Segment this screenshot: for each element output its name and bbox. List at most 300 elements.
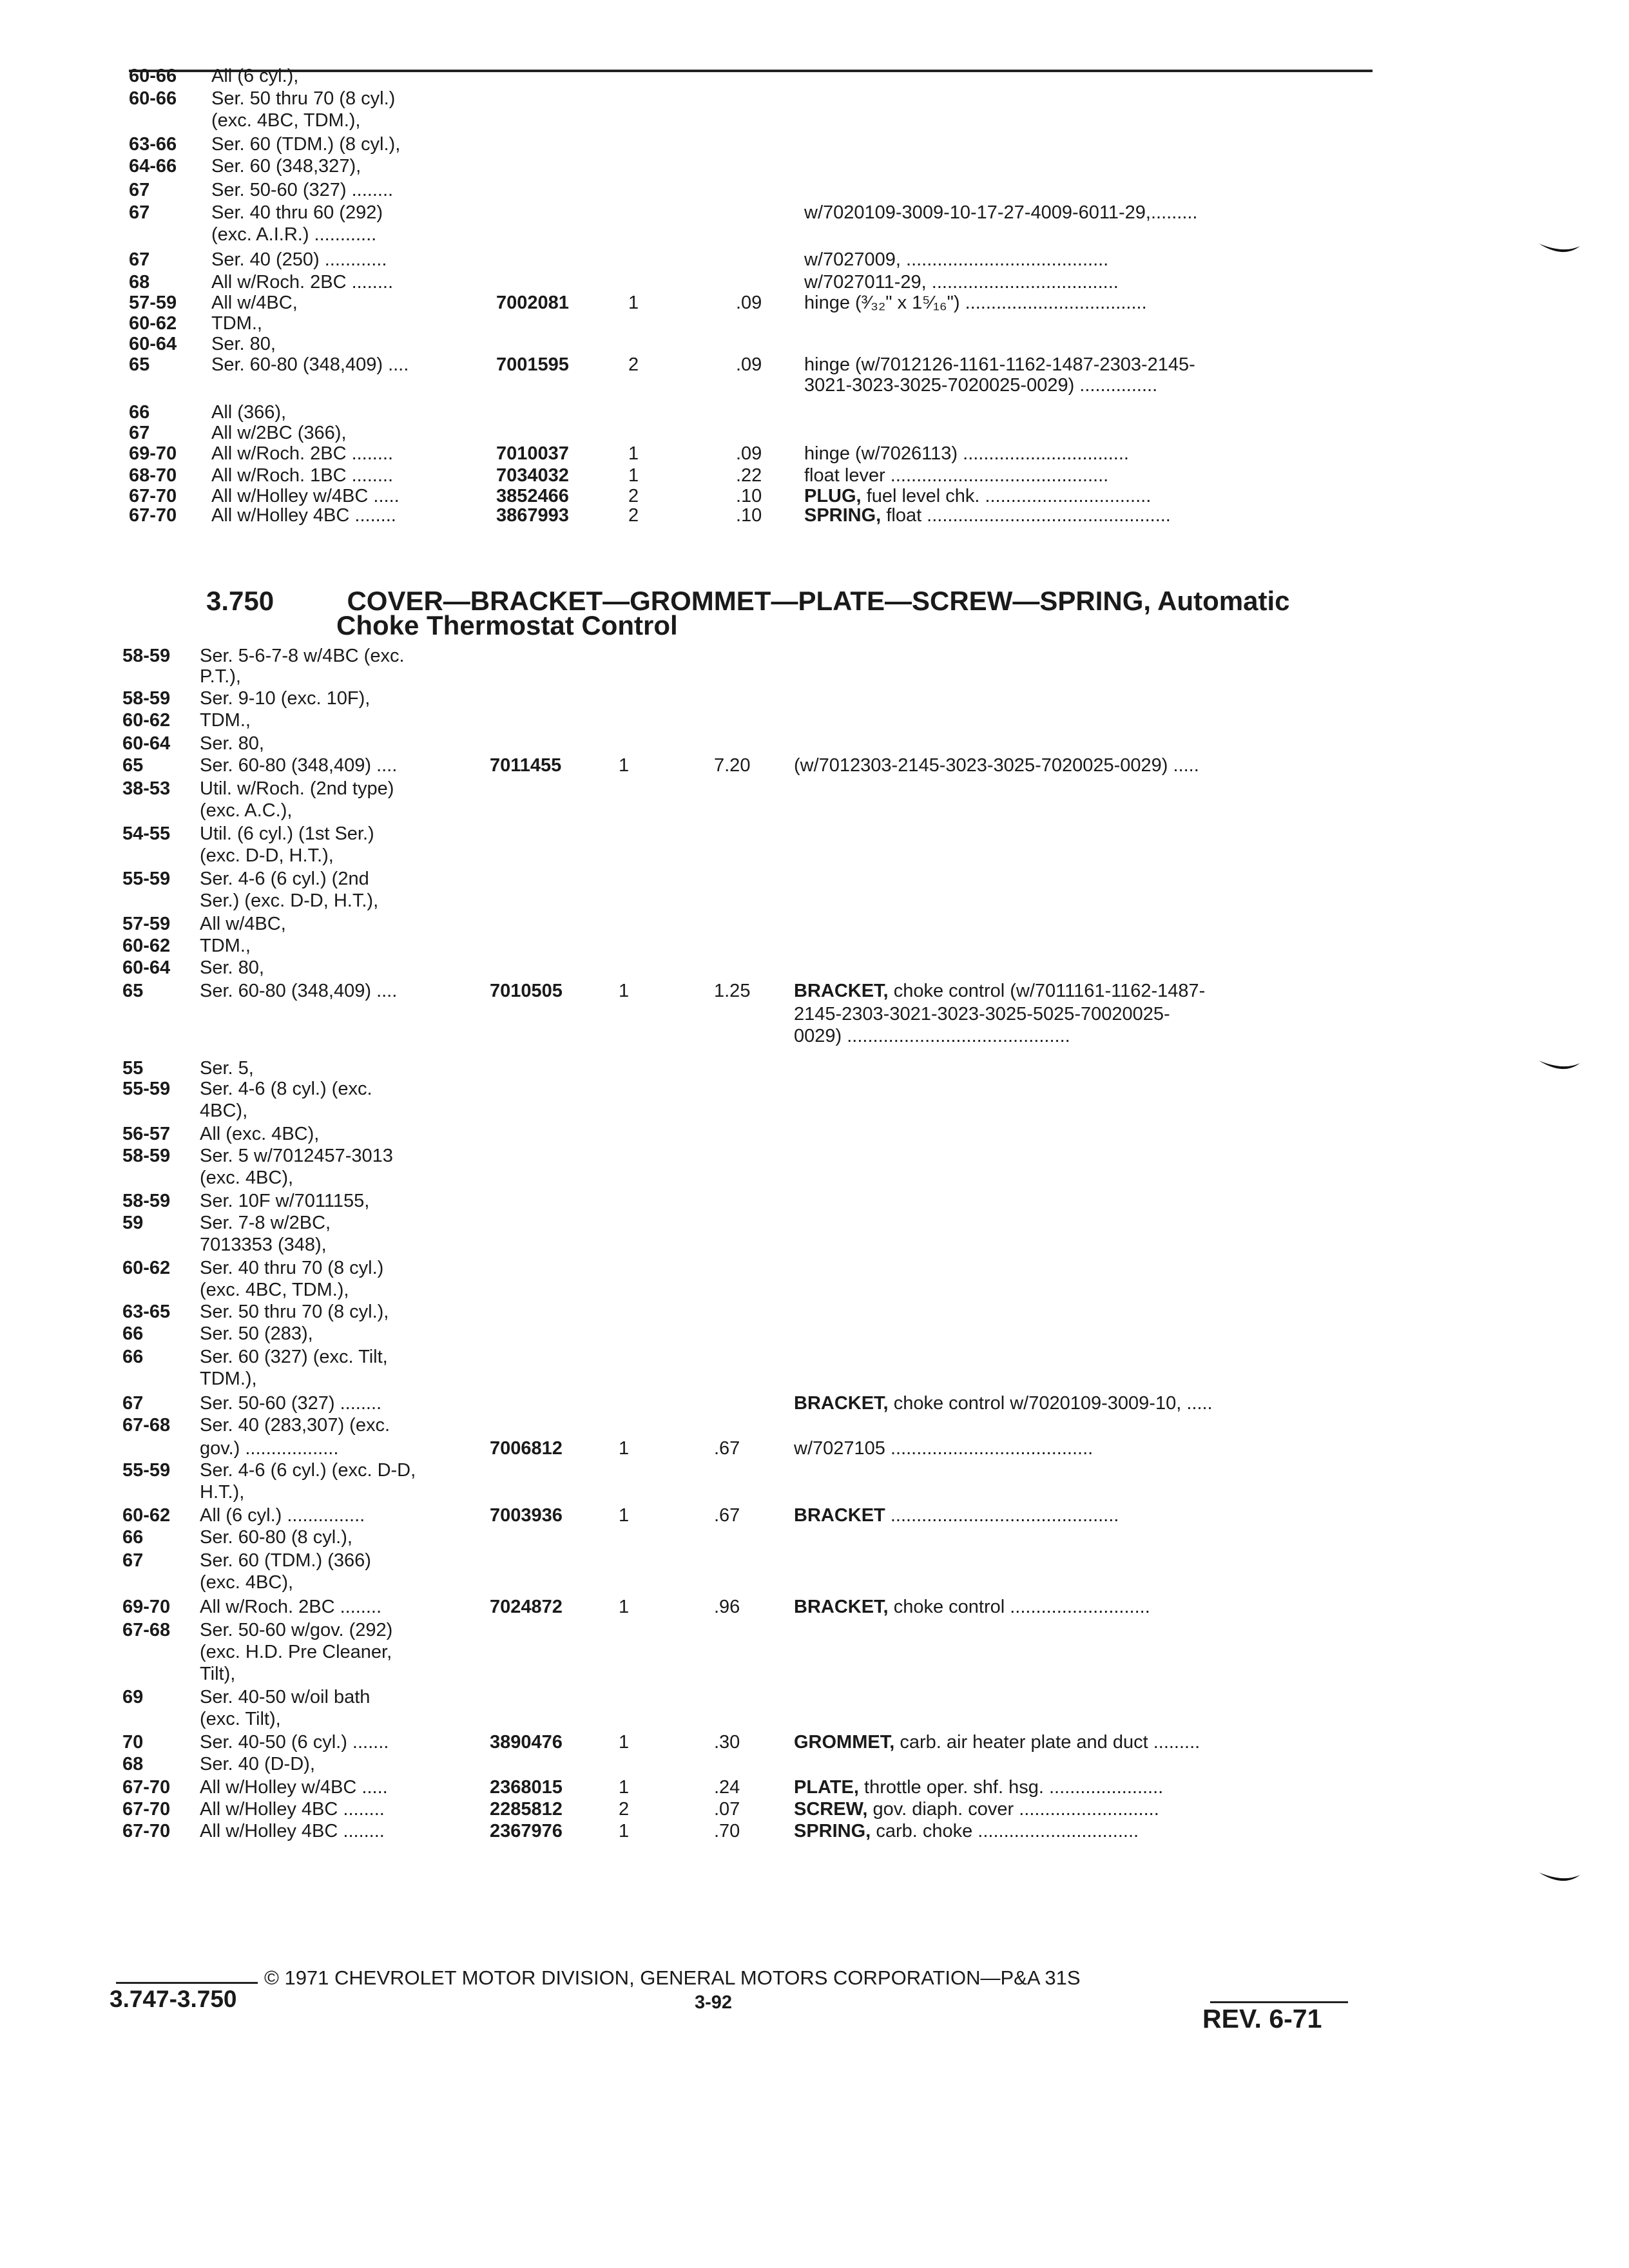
model-year: 65: [122, 981, 144, 1001]
part-name: PLATE,: [794, 1777, 859, 1798]
application-description: (exc. A.I.R.) ............: [211, 224, 377, 245]
model-year: 67: [129, 202, 150, 223]
table-row: [0, 1122, 1629, 1146]
table-row: [0, 353, 1629, 376]
price: .22: [736, 465, 762, 486]
application-description: All (6 cyl.),: [211, 66, 299, 86]
model-year: 67: [122, 1550, 144, 1571]
part-note: [804, 464, 1108, 487]
quantity: 1: [619, 1821, 630, 1841]
model-year: 60-62: [122, 710, 171, 731]
part-detail: carb. choke ...............................: [876, 1821, 1139, 1841]
table-row: [0, 464, 1629, 487]
application-description: Ser. 40-50 w/oil bath: [200, 1687, 371, 1707]
application-description: Ser. 60-80 (348,409) ....: [200, 981, 398, 1001]
table-row: [0, 709, 1629, 732]
part-detail: w/7027011-29, ....................................: [804, 272, 1119, 293]
quantity: 2: [628, 505, 639, 526]
part-detail: float lever ..........................................: [804, 465, 1109, 486]
application-description: Ser. 60 (TDM.) (8 cyl.),: [211, 134, 401, 155]
part-number: 7011455: [490, 755, 562, 776]
table-row: [0, 956, 1629, 979]
application-description: Util. w/Roch. (2nd type): [200, 778, 394, 799]
table-row: [0, 1707, 1629, 1731]
model-year: 70: [122, 1732, 144, 1753]
model-year: 66: [122, 1323, 144, 1344]
price: .10: [736, 486, 762, 506]
application-description: Tilt),: [200, 1664, 236, 1684]
application-description: Ser. 4-6 (6 cyl.) (exc. D-D,: [200, 1460, 416, 1481]
part-detail: w/7020109-3009-10-17-27-4009-6011-29,.........: [804, 202, 1198, 223]
price: .70: [714, 1821, 740, 1841]
model-year: 60-62: [122, 936, 171, 956]
model-year: 67: [129, 423, 150, 443]
quantity: 1: [619, 981, 630, 1001]
quantity: 1: [628, 465, 639, 486]
application-description: (exc. 4BC),: [200, 1572, 294, 1593]
application-description: All w/Holley w/4BC .....: [211, 486, 400, 506]
model-year: 66: [129, 402, 150, 423]
table-row: [0, 1057, 1629, 1080]
model-year: 60-64: [122, 957, 171, 978]
application-description: (exc. 4BC, TDM.),: [200, 1280, 349, 1300]
part-detail: float ...............................................: [886, 505, 1171, 526]
model-year: 56-57: [122, 1124, 171, 1144]
table-row: [0, 291, 1629, 314]
model-year: 64-66: [129, 156, 177, 177]
part-detail: throttle oper. shf. hsg. ......................: [864, 1777, 1164, 1798]
application-description: P.T.),: [200, 666, 241, 687]
application-description: H.T.),: [200, 1482, 245, 1503]
part-note: [794, 1392, 1213, 1415]
table-row: [0, 1753, 1629, 1776]
table-row: [0, 1166, 1629, 1189]
quantity: 1: [619, 1505, 630, 1526]
application-description: Ser. 40 (250) ............: [211, 249, 387, 270]
part-number: 7001595: [496, 354, 569, 375]
table-row: [0, 1189, 1629, 1213]
quantity: 2: [619, 1799, 630, 1820]
part-note: [794, 1595, 1150, 1619]
application-description: Ser. 5 w/7012457-3013: [200, 1146, 393, 1166]
table-row: [0, 223, 1629, 246]
part-detail: hinge (w/7012126-1161-1162-1487-2303-2145-: [804, 354, 1195, 375]
table-row: [0, 1619, 1629, 1642]
part-note: [794, 1437, 1093, 1460]
binder-tick-mark: [1537, 1057, 1581, 1076]
quantity: 1: [628, 443, 639, 464]
footer-section-range: 3.747-3.750: [110, 1986, 237, 2012]
model-year: 60-62: [122, 1505, 171, 1526]
table-row: [0, 1459, 1629, 1482]
table-row: [0, 1820, 1629, 1843]
application-description: All w/Roch. 2BC ........: [200, 1597, 382, 1617]
table-row: [0, 754, 1629, 777]
application-description: Ser. 50 thru 70 (8 cyl.): [211, 88, 396, 109]
table-row: [0, 155, 1629, 178]
model-year: 67-68: [122, 1620, 171, 1640]
part-detail: choke control w/7020109-3009-10, .....: [893, 1393, 1213, 1414]
model-year: 66: [122, 1347, 144, 1367]
application-description: Ser. 80,: [211, 334, 276, 354]
part-name: SCREW,: [794, 1799, 868, 1820]
application-description: (exc. Tilt),: [200, 1709, 281, 1729]
part-number: 2285812: [490, 1799, 563, 1820]
table-row: [0, 374, 1629, 397]
model-year: 63-65: [122, 1302, 171, 1322]
application-description: Ser. 4-6 (6 cyl.) (2nd: [200, 869, 369, 889]
model-year: 38-53: [122, 778, 171, 799]
part-name: BRACKET,: [794, 1393, 889, 1414]
part-note: [794, 1504, 1119, 1527]
application-description: Ser. 60-80 (348,409) ....: [200, 755, 398, 776]
application-description: (exc. 4BC),: [200, 1168, 294, 1188]
table-row: [0, 934, 1629, 957]
table-row: [0, 1798, 1629, 1821]
table-row: [0, 1300, 1629, 1323]
part-name: GROMMET,: [794, 1732, 895, 1753]
price: .67: [714, 1438, 740, 1459]
application-description: All w/2BC (366),: [211, 423, 347, 443]
application-description: Ser. 50 (283),: [200, 1323, 313, 1344]
price: 7.20: [714, 755, 751, 776]
model-year: 60-64: [129, 334, 177, 354]
table-row: [0, 732, 1629, 755]
application-description: Ser. 50-60 w/gov. (292): [200, 1620, 393, 1640]
part-note: [794, 1003, 1170, 1026]
part-note: [794, 979, 1205, 1003]
table-row: [0, 665, 1629, 688]
part-number: 3890476: [490, 1732, 563, 1753]
model-year: 68-70: [129, 465, 177, 486]
part-name: BRACKET: [794, 1505, 885, 1526]
quantity: 2: [628, 486, 639, 506]
footer-copyright: © 1971 CHEVROLET MOTOR DIVISION, GENERAL MOTORS CORPORATION—P&A 31S: [264, 1966, 1081, 1989]
part-detail: choke control ...........................: [893, 1597, 1150, 1617]
table-row: [0, 312, 1629, 335]
part-note: [804, 353, 1195, 376]
price: .96: [714, 1597, 740, 1617]
part-number: 7002081: [496, 293, 569, 313]
application-description: All w/4BC,: [211, 293, 298, 313]
part-note: [794, 1798, 1159, 1821]
part-name: PLUG,: [804, 486, 862, 506]
table-row: [0, 867, 1629, 890]
application-description: Ser. 5,: [200, 1058, 254, 1079]
footer-rule-left: [116, 1982, 258, 1984]
model-year: 63-66: [129, 134, 177, 155]
part-note: [804, 291, 1147, 314]
application-description: Ser. 60-80 (8 cyl.),: [200, 1527, 352, 1548]
model-year: 55-59: [122, 1079, 171, 1099]
model-year: 60-62: [129, 313, 177, 334]
model-year: 67: [129, 249, 150, 270]
table-row: [0, 1776, 1629, 1799]
part-note: [794, 754, 1199, 777]
table-row: [0, 687, 1629, 710]
model-year: 55-59: [122, 1460, 171, 1481]
application-description: 4BC),: [200, 1100, 248, 1121]
application-description: All (6 cyl.) ...............: [200, 1505, 365, 1526]
table-row: [0, 1392, 1629, 1415]
part-note: [794, 1024, 1070, 1048]
part-detail: w/7027009, .......................................: [804, 249, 1109, 270]
application-description: Ser. 40 thru 70 (8 cyl.): [200, 1258, 384, 1278]
application-description: Ser. 40-50 (6 cyl.) .......: [200, 1732, 389, 1753]
table-row: [0, 822, 1629, 845]
part-name: SPRING,: [794, 1821, 871, 1841]
part-number: 7006812: [490, 1438, 563, 1459]
application-description: Ser. 50 thru 70 (8 cyl.),: [200, 1302, 389, 1322]
model-year: 58-59: [122, 646, 171, 666]
part-note: [804, 442, 1129, 465]
table-row: [0, 1233, 1629, 1256]
application-description: All w/Holley 4BC ........: [200, 1821, 385, 1841]
model-year: 69-70: [122, 1597, 171, 1617]
application-description: Ser. 80,: [200, 957, 264, 978]
quantity: 1: [619, 755, 630, 776]
quantity: 1: [619, 1597, 630, 1617]
table-row: [0, 1571, 1629, 1594]
model-year: 65: [129, 354, 150, 375]
part-name: SPRING,: [804, 505, 882, 526]
part-detail: carb. air heater plate and duct .........: [900, 1732, 1200, 1753]
application-description: Ser. 80,: [200, 733, 264, 754]
application-description: All w/Holley w/4BC .....: [200, 1777, 388, 1798]
table-row: [0, 442, 1629, 465]
table-row: [0, 178, 1629, 202]
table-row: [0, 1686, 1629, 1709]
table-row: [0, 1211, 1629, 1235]
model-year: 67-70: [122, 1777, 171, 1798]
part-note: [794, 1776, 1163, 1799]
part-detail: fuel level chk. ................................: [866, 486, 1152, 506]
table-row: [0, 1526, 1629, 1549]
binder-tick-mark: [1537, 1869, 1581, 1888]
part-note: [794, 1731, 1200, 1754]
model-year: 67-70: [122, 1821, 171, 1841]
part-number: 7034032: [496, 465, 569, 486]
application-description: Ser. 40 (D-D),: [200, 1754, 315, 1774]
price: 1.25: [714, 981, 751, 1001]
table-row: [0, 844, 1629, 867]
part-detail: w/7027105 .......................................: [794, 1438, 1094, 1459]
application-description: TDM.,: [200, 936, 251, 956]
table-row: [0, 1437, 1629, 1460]
part-number: 7010037: [496, 443, 569, 464]
table-row: [0, 1003, 1629, 1026]
model-year: 54-55: [122, 823, 171, 844]
price: .67: [714, 1505, 740, 1526]
table-row: [0, 1481, 1629, 1504]
model-year: 59: [122, 1213, 144, 1233]
table-row: [0, 201, 1629, 224]
model-year: 67-70: [129, 505, 177, 526]
model-year: 57-59: [122, 914, 171, 934]
application-description: All w/Roch. 2BC ........: [211, 443, 394, 464]
application-description: Ser. 60 (327) (exc. Tilt,: [200, 1347, 388, 1367]
table-row: [0, 87, 1629, 110]
quantity: 1: [619, 1777, 630, 1798]
model-year: 57-59: [129, 293, 177, 313]
table-row: [0, 64, 1629, 88]
table-row: [0, 912, 1629, 936]
model-year: 60-64: [122, 733, 171, 754]
part-detail: hinge (w/7026113) ................................: [804, 443, 1129, 464]
part-detail: 2145-2303-3021-3023-3025-5025-70020025-: [794, 1004, 1170, 1024]
table-row: [0, 1099, 1629, 1122]
part-note: [804, 248, 1108, 271]
model-year: 69: [122, 1687, 144, 1707]
model-year: 68: [129, 272, 150, 293]
table-row: [0, 133, 1629, 156]
part-detail: 0029) ...........................................: [794, 1026, 1070, 1046]
application-description: (exc. D-D, H.T.),: [200, 845, 334, 866]
part-note: [804, 271, 1119, 294]
application-description: Ser. 5-6-7-8 w/4BC (exc.: [200, 646, 405, 666]
application-description: TDM.,: [200, 710, 251, 731]
part-note: [804, 374, 1157, 397]
footer-rule-right: [1210, 2001, 1348, 2003]
application-description: (exc. A.C.),: [200, 800, 293, 821]
application-description: All w/Holley 4BC ........: [200, 1799, 385, 1820]
application-description: Ser. 50-60 (327) ........: [200, 1393, 382, 1414]
part-detail: hinge (³⁄₃₂" x 1⁵⁄₁₆") ...................................: [804, 293, 1147, 313]
application-description: (exc. H.D. Pre Cleaner,: [200, 1642, 392, 1662]
table-row: [0, 271, 1629, 294]
part-name: BRACKET,: [794, 1597, 889, 1617]
footer-revision: REV. 6-71: [1202, 2004, 1322, 2033]
table-row: [0, 1322, 1629, 1345]
table-row: [0, 1367, 1629, 1390]
table-row: [0, 1504, 1629, 1527]
price: .09: [736, 354, 762, 375]
table-row: [0, 248, 1629, 271]
table-row: [0, 979, 1629, 1003]
model-year: 67-70: [129, 486, 177, 506]
model-year: 58-59: [122, 688, 171, 709]
table-row: [0, 421, 1629, 445]
table-row: [0, 1024, 1629, 1048]
application-description: TDM.),: [200, 1369, 257, 1389]
table-row: [0, 1640, 1629, 1664]
table-row: [0, 1256, 1629, 1280]
quantity: 1: [619, 1732, 630, 1753]
model-year: 69-70: [129, 443, 177, 464]
application-description: Ser. 10F w/7011155,: [200, 1191, 370, 1211]
table-row: [0, 1549, 1629, 1572]
part-note: [804, 201, 1198, 224]
table-row: [0, 1595, 1629, 1619]
application-description: All w/Holley 4BC ........: [211, 505, 396, 526]
quantity: 2: [628, 354, 639, 375]
price: .09: [736, 443, 762, 464]
table-row: [0, 1345, 1629, 1369]
model-year: 55-59: [122, 869, 171, 889]
quantity: 1: [628, 293, 639, 313]
application-description: All (366),: [211, 402, 287, 423]
section-title-line1: COVER—BRACKET—GROMMET—PLATE—SCREW—SPRING, Automatic: [347, 586, 1290, 616]
model-year: 67-70: [122, 1799, 171, 1820]
price: .10: [736, 505, 762, 526]
model-year: 65: [122, 755, 144, 776]
application-description: Ser. 60 (348,327),: [211, 156, 361, 177]
table-row: [0, 504, 1629, 527]
application-description: All w/4BC,: [200, 914, 286, 934]
application-description: All w/Roch. 1BC ........: [211, 465, 394, 486]
model-year: 67: [129, 180, 150, 200]
table-row: [0, 401, 1629, 424]
model-year: 60-66: [129, 88, 177, 109]
application-description: gov.) ..................: [200, 1438, 339, 1459]
application-description: Ser. 9-10 (exc. 10F),: [200, 688, 371, 709]
model-year: 60-62: [122, 1258, 171, 1278]
application-description: All (exc. 4BC),: [200, 1124, 320, 1144]
model-year: 66: [122, 1527, 144, 1548]
part-detail: gov. diaph. cover ...........................: [872, 1799, 1159, 1820]
price: .09: [736, 293, 762, 313]
table-row: [0, 1077, 1629, 1100]
application-description: Ser. 40 (283,307) (exc.: [200, 1415, 390, 1436]
table-row: [0, 799, 1629, 822]
application-description: Ser. 7-8 w/2BC,: [200, 1213, 331, 1233]
model-year: 68: [122, 1754, 144, 1774]
table-row: [0, 1414, 1629, 1437]
table-row: [0, 889, 1629, 912]
application-description: Ser. 60 (TDM.) (366): [200, 1550, 371, 1571]
model-year: 58-59: [122, 1146, 171, 1166]
model-year: 67: [122, 1393, 144, 1414]
table-row: [0, 1144, 1629, 1168]
application-description: (exc. 4BC, TDM.),: [211, 110, 361, 131]
part-number: 7010505: [490, 981, 563, 1001]
price: .30: [714, 1732, 740, 1753]
table-row: [0, 1731, 1629, 1754]
model-year: 60-66: [129, 66, 177, 86]
part-number: 7024872: [490, 1597, 563, 1617]
binder-tick-mark: [1537, 240, 1581, 259]
price: .07: [714, 1799, 740, 1820]
part-detail: (w/7012303-2145-3023-3025-7020025-0029) .....: [794, 755, 1199, 776]
part-note: [804, 504, 1171, 527]
table-row: [0, 1278, 1629, 1302]
model-year: 55: [122, 1058, 144, 1079]
part-number: 3867993: [496, 505, 569, 526]
application-description: All w/Roch. 2BC ........: [211, 272, 394, 293]
part-number: 7003936: [490, 1505, 563, 1526]
part-number: 3852466: [496, 486, 569, 506]
application-description: 7013353 (348),: [200, 1235, 327, 1255]
part-detail: choke control (w/7011161-1162-1487-: [893, 981, 1206, 1001]
part-note: [794, 1820, 1139, 1843]
application-description: Ser. 50-60 (327) ........: [211, 180, 394, 200]
table-row: [0, 332, 1629, 356]
table-row: [0, 109, 1629, 132]
part-number: 2367976: [490, 1821, 563, 1841]
table-row: [0, 1662, 1629, 1686]
application-description: Util. (6 cyl.) (1st Ser.): [200, 823, 374, 844]
part-number: 2368015: [490, 1777, 563, 1798]
section-title-line2: Choke Thermostat Control: [336, 610, 678, 640]
quantity: 1: [619, 1438, 630, 1459]
application-description: Ser. 4-6 (8 cyl.) (exc.: [200, 1079, 372, 1099]
part-detail: ............................................: [890, 1505, 1119, 1526]
model-year: 67-68: [122, 1415, 171, 1436]
model-year: 58-59: [122, 1191, 171, 1211]
price: .24: [714, 1777, 740, 1798]
application-description: TDM.,: [211, 313, 262, 334]
application-description: Ser.) (exc. D-D, H.T.),: [200, 890, 379, 911]
